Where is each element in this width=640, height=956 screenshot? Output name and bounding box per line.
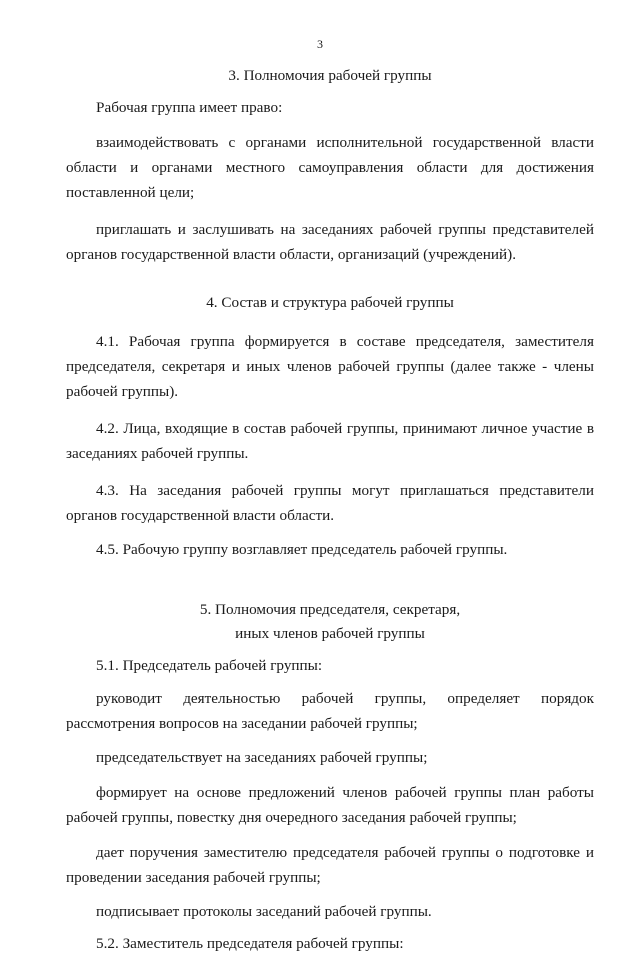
section-4-heading: 4. Состав и структура рабочей группы bbox=[206, 294, 454, 311]
section-5-heading-line-2: иных членов рабочей группы bbox=[235, 625, 425, 642]
section-5-heading-line-1: 5. Полномочия председателя, секретаря, bbox=[199, 601, 461, 618]
section-3-heading: 3. Полномочия рабочей группы bbox=[228, 67, 432, 84]
section-3-intro: Рабочая группа имеет право: bbox=[96, 99, 283, 116]
section-5-item-1: руководит деятельностью рабочей группы, определяет порядок рассмотрения вопросов на заседании рабочей группы; bbox=[66, 690, 594, 732]
section-4-paragraph-4-2: 4.2. Лица, входящие в состав рабочей группы, принимают личное участие в заседаниях рабочей группы. bbox=[66, 420, 594, 462]
section-5-item-5: подписывает протоколы заседаний рабочей группы. bbox=[96, 903, 432, 920]
section-3-item-2: приглашать и заслушивать на заседаниях рабочей группы представителей органов государственной власти области, организаций (учреждений). bbox=[66, 221, 594, 263]
section-5-paragraph-5-1: 5.1. Председатель рабочей группы: bbox=[96, 657, 323, 674]
section-5-paragraph-5-2: 5.2. Заместитель председателя рабочей группы: bbox=[96, 935, 404, 952]
section-5-item-4: дает поручения заместителю председателя рабочей группы о подготовке и проведении заседания рабочей группы; bbox=[66, 844, 594, 886]
section-4-paragraph-4-5: 4.5. Рабочую группу возглавляет председатель рабочей группы. bbox=[96, 541, 508, 558]
section-4-paragraph-4-3: 4.3. На заседания рабочей группы могут приглашаться представители органов государственной власти области. bbox=[66, 482, 594, 524]
section-5-item-3: формирует на основе предложений членов рабочей группы план работы рабочей группы, повестку дня очередного заседания рабочей группы; bbox=[66, 784, 594, 826]
page-number: 3 bbox=[317, 37, 323, 51]
section-5-item-2: председательствует на заседаниях рабочей группы; bbox=[96, 749, 428, 766]
document-body bbox=[66, 64, 594, 956]
section-3-item-1: взаимодействовать с органами исполнительной государственной власти области и органами местного самоуправления области для достижения поставленной цели; bbox=[66, 134, 594, 201]
section-4-paragraph-4-1: 4.1. Рабочая группа формируется в составе председателя, заместителя председателя, секретаря и иных членов рабочей группы (далее также - члены рабочей группы). bbox=[66, 333, 594, 400]
